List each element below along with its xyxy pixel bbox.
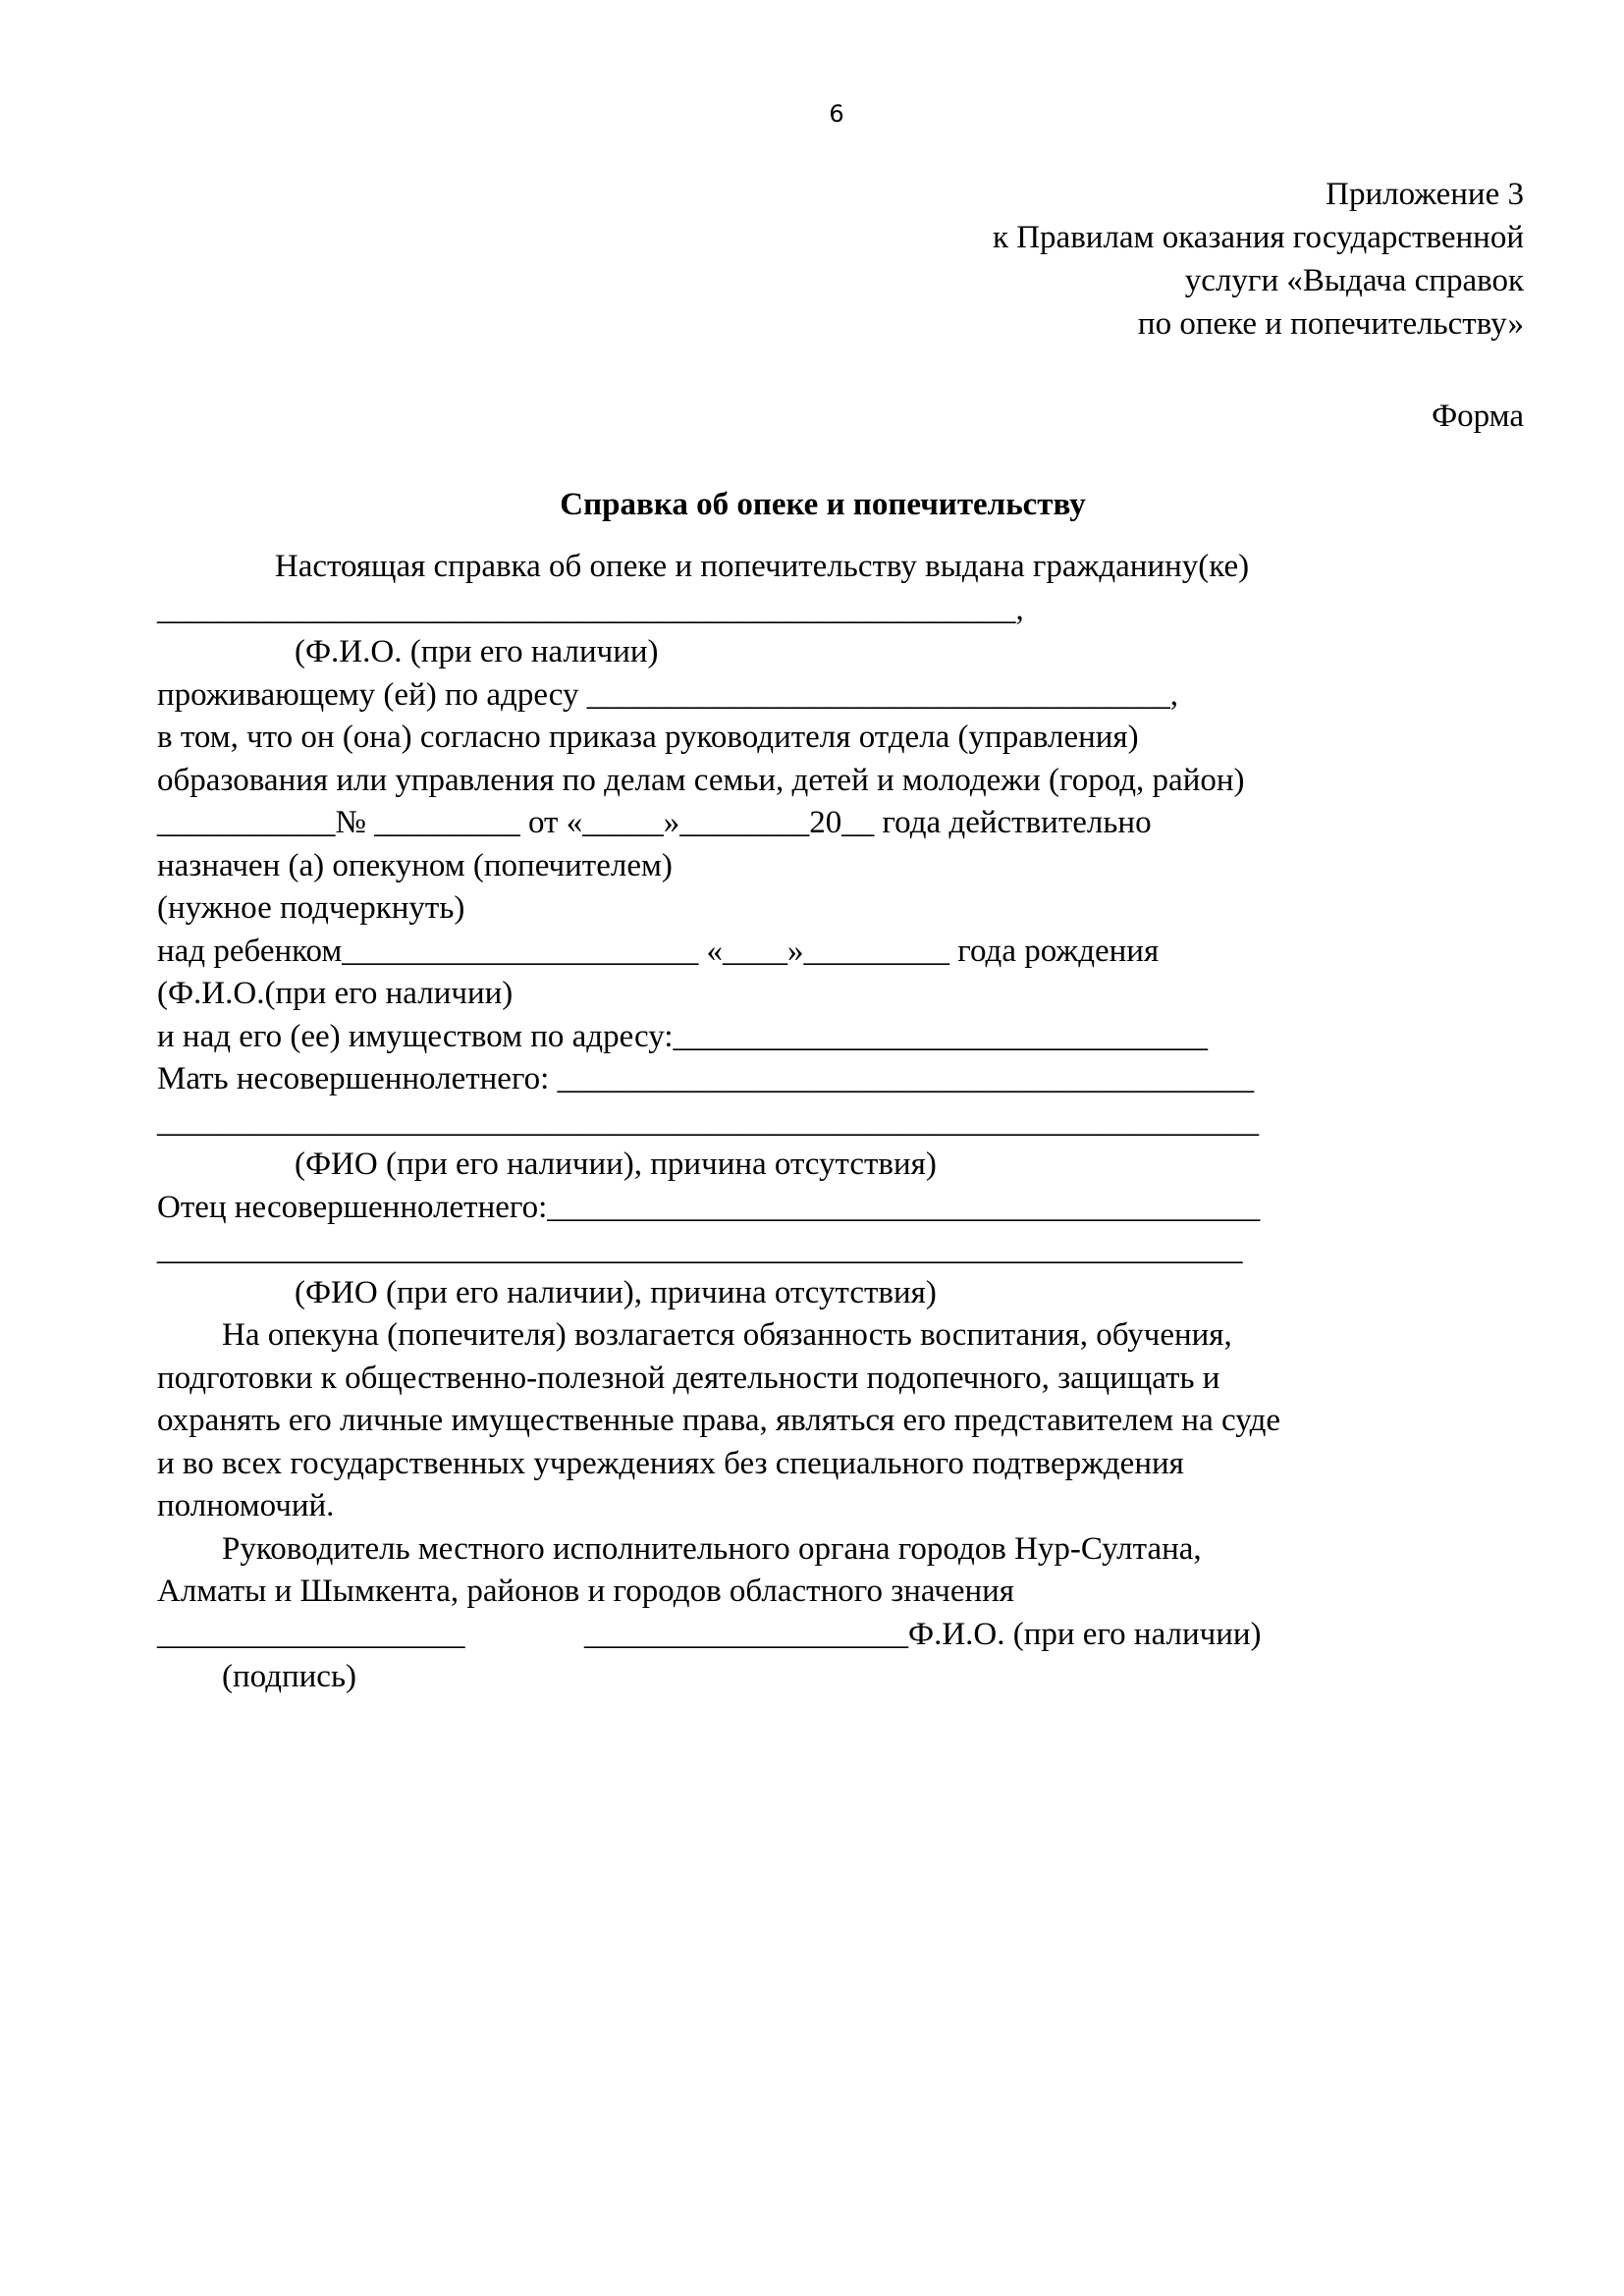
duties-paragraph: На опекуна (попечителя) возлагается обязанность воспитания, обучения, xyxy=(222,1317,1232,1353)
mother-line: Мать несовершеннолетнего: ___________________________________________ xyxy=(157,1061,1255,1096)
intro-text: Настоящая справка об опеке и попечительству выдана гражданину(ке) xyxy=(274,549,1250,584)
name-blank: _____________________________________________________, xyxy=(157,591,1024,627)
child-line: над ребенком______________________ «____»_________ года рождения xyxy=(157,933,1160,969)
signature-caption: (подпись) xyxy=(222,1659,356,1694)
signature-row xyxy=(157,1614,1532,1657)
property-line: и над его (ее) имуществом по адресу:_________________________________ xyxy=(157,1018,1209,1054)
form-label: Форма xyxy=(1432,399,1524,434)
appendix-line: Приложение 3 xyxy=(1326,177,1524,212)
duties-paragraph: и во всех государственных учреждениях без специального подтверждения xyxy=(157,1445,1184,1481)
page-number: 6 xyxy=(829,100,844,128)
head-line: Руководитель местного исполнительного органа городов Нур-Султана, xyxy=(222,1530,1202,1567)
father-caption: (ФИО (при его наличии), причина отсутствия) xyxy=(295,1274,937,1310)
appendix-line: услуги «Выдача справок xyxy=(1184,263,1524,298)
name-caption: (Ф.И.О. (при его наличии) xyxy=(295,634,659,669)
mother-caption: (ФИО (при его наличии), причина отсутствия) xyxy=(295,1147,937,1182)
duties-paragraph: охранять его личные имущественные права, являться его представителем на суде xyxy=(157,1403,1281,1438)
appointed-line: назначен (а) опекуном (попечителем) xyxy=(157,847,673,883)
address-line: проживающему (ей) по адресу ____________________________________, xyxy=(157,676,1178,713)
signature-blank: ___________________ xyxy=(157,1616,465,1652)
document-title: Справка об опеке и попечительству xyxy=(560,487,1086,522)
head-line: Алматы и Шымкента, районов и городов областного значения xyxy=(157,1574,1014,1609)
duties-paragraph: полномочий. xyxy=(157,1488,335,1523)
document-body xyxy=(157,546,1532,1699)
father-blank: ___________________________________________________________________ xyxy=(157,1232,1243,1267)
order-line: образования или управления по делам семьи, детей и молодежи (город, район) xyxy=(157,762,1245,798)
appendix-line: к Правилам оказания государственной xyxy=(992,220,1524,255)
appendix-header xyxy=(778,173,1524,346)
fio-blank: ____________________Ф.И.О. (при его наличии) xyxy=(584,1616,1262,1652)
order-line: в том, что он (она) согласно приказа руководителя отдела (управления) xyxy=(157,720,1139,755)
order-number-line: ___________№ _________ от «_____»________20__ года действительно xyxy=(157,805,1152,840)
child-caption: (Ф.И.О.(при его наличии) xyxy=(157,976,514,1011)
underline-note: (нужное подчеркнуть) xyxy=(157,890,465,926)
appendix-line: по опеке и попечительству» xyxy=(1137,306,1524,342)
duties-paragraph: подготовки к общественно-полезной деятельности подопечного, защищать и xyxy=(157,1360,1220,1396)
father-line: Отец несовершеннолетнего:____________________________________________ xyxy=(157,1189,1261,1225)
mother-blank: ____________________________________________________________________ xyxy=(157,1103,1259,1140)
